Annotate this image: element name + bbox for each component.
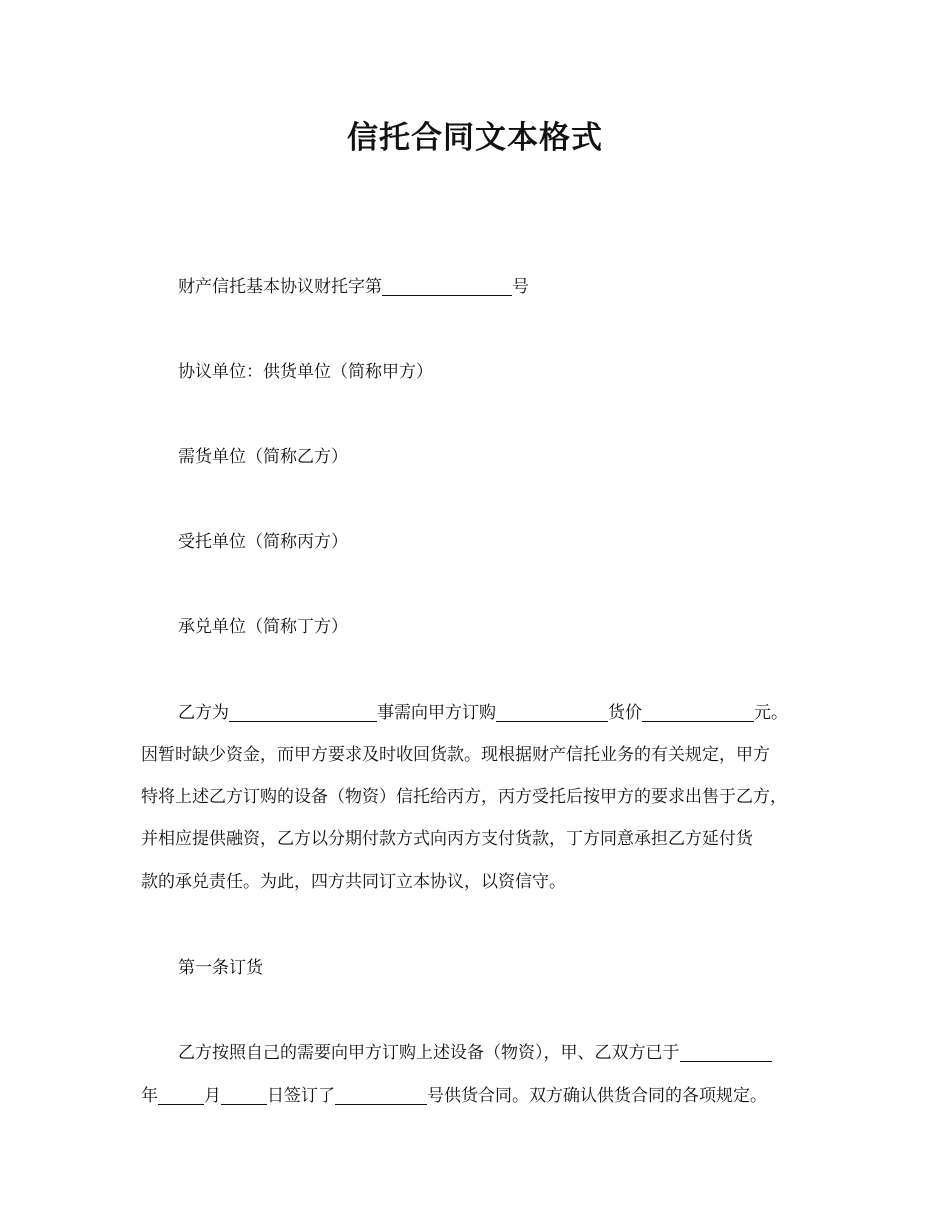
party-line-supplier: 协议单位：供货单位（简称甲方） xyxy=(178,362,433,382)
article-text: 年 xyxy=(141,1086,158,1106)
preamble-line-1 xyxy=(141,692,858,734)
preamble-line-5: 款的承兑责任。为此，四方共同订立本协议，以资信守。 xyxy=(141,872,566,892)
agreement-number-suffix: 号 xyxy=(512,277,529,297)
article-text: 乙方按照自己的需要向甲方订购上述设备（物资），甲、乙双方已于 xyxy=(178,1043,680,1063)
preamble-text: 事需向甲方订购 xyxy=(377,703,496,723)
article-text: 号供货合同。双方确认供货合同的各项规定。 xyxy=(427,1086,767,1106)
day-blank xyxy=(221,1087,267,1105)
goods-blank xyxy=(496,704,608,722)
article-1-line-2 xyxy=(141,1075,821,1117)
purpose-blank xyxy=(229,704,377,722)
contract-number-blank xyxy=(335,1087,427,1105)
preamble-text: 货价 xyxy=(608,703,642,723)
month-blank xyxy=(158,1087,204,1105)
price-blank xyxy=(642,704,754,722)
preamble-text: 乙方为 xyxy=(178,703,229,723)
agreement-number-prefix: 财产信托基本协议财托字第 xyxy=(178,277,382,297)
agreement-number-line xyxy=(141,266,858,308)
preamble-line-4: 并相应提供融资，乙方以分期付款方式向丙方支付货款，丁方同意承担乙方延付货 xyxy=(141,829,753,849)
party-line-acceptor: 承兑单位（简称丁方） xyxy=(178,617,348,637)
preamble-line-3: 特将上述乙方订购的设备（物资）信托给丙方，丙方受托后按甲方的要求出售于乙方， xyxy=(141,787,787,807)
article-text: 月 xyxy=(204,1086,221,1106)
preamble-line-2: 因暂时缺少资金，而甲方要求及时收回货款。现根据财产信托业务的有关规定，甲方 xyxy=(141,745,770,765)
agreement-number-blank xyxy=(382,278,512,296)
article-text: 日签订了 xyxy=(267,1086,335,1106)
preamble-text: 元。 xyxy=(754,703,788,723)
article-1-heading: 第一条订货 xyxy=(178,958,263,978)
party-line-buyer: 需货单位（简称乙方） xyxy=(178,447,348,467)
date-blank xyxy=(680,1044,772,1062)
document-title: 信托合同文本格式 xyxy=(347,120,603,156)
party-line-trustee: 受托单位（简称丙方） xyxy=(178,532,348,552)
article-1-line-1 xyxy=(141,1032,858,1074)
